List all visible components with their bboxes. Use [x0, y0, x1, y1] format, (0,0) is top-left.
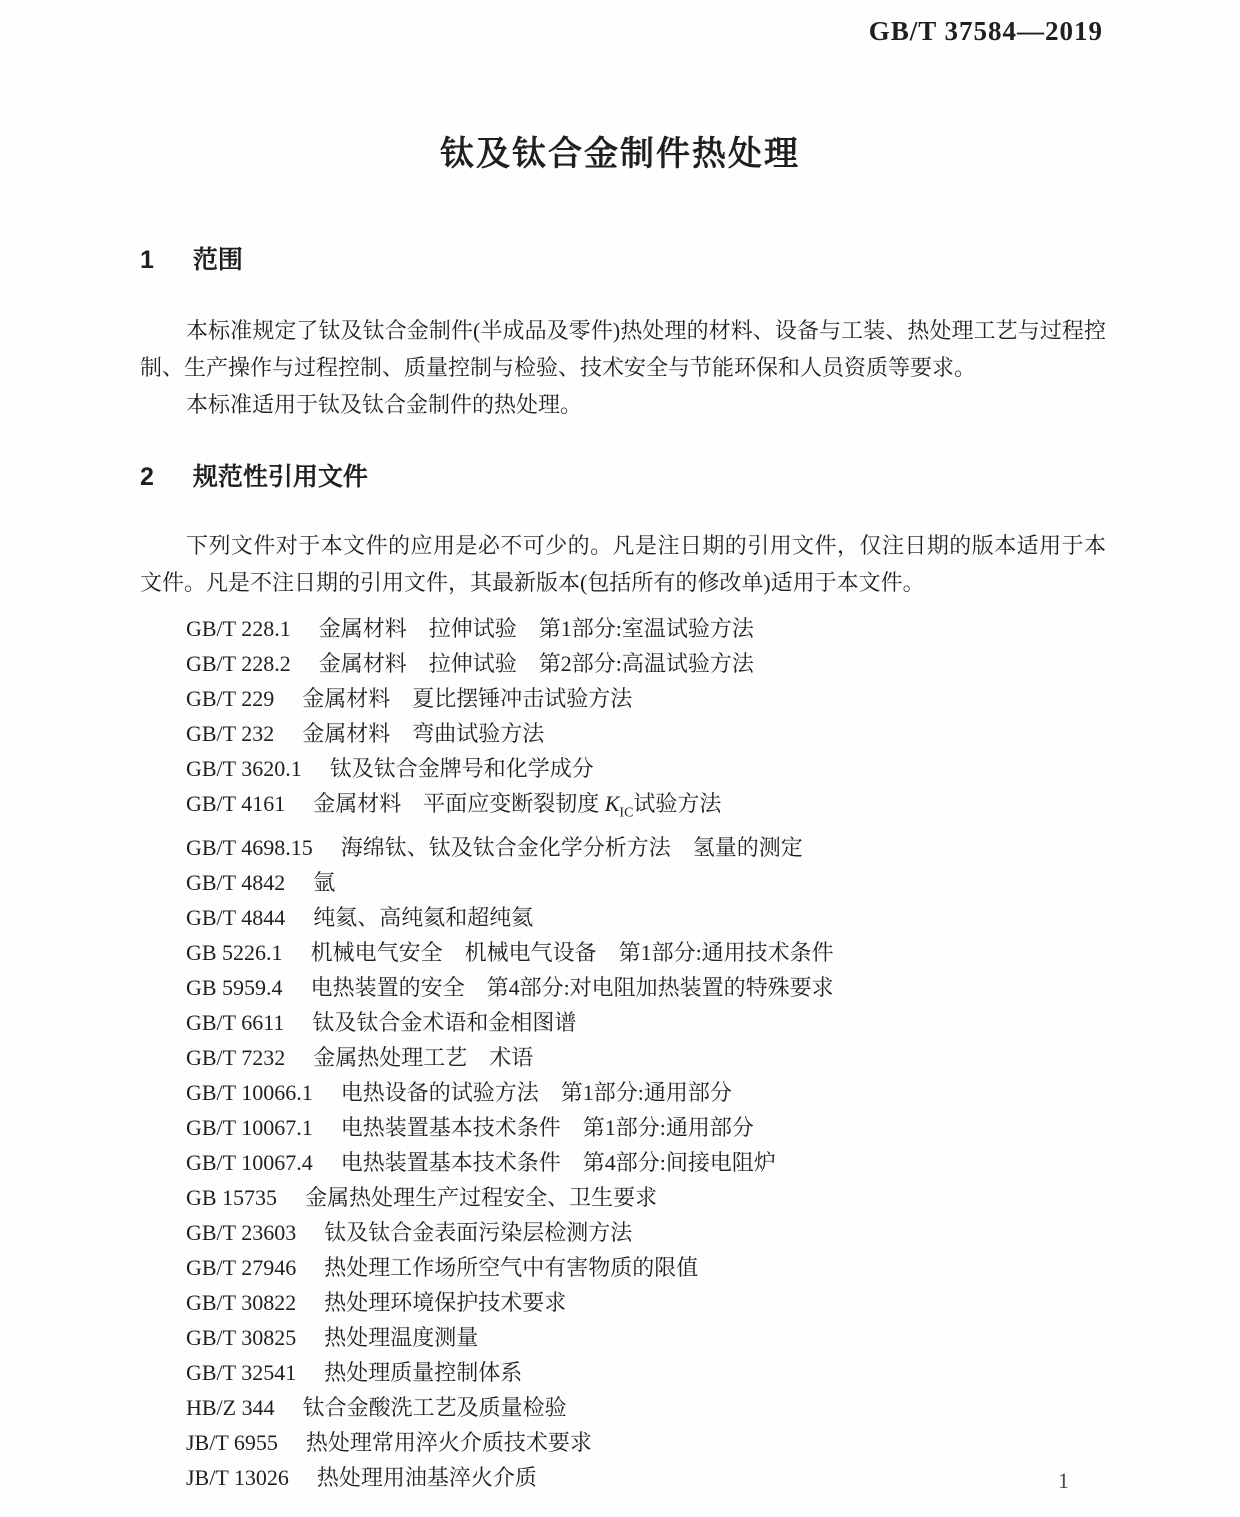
reference-item	[186, 900, 1106, 935]
reference-title: 钛及钛合金牌号和化学成分	[329, 756, 594, 781]
reference-item	[186, 935, 1106, 970]
fracture-toughness-symbol: K	[604, 791, 620, 816]
reference-title: 纯氦、高纯氦和超纯氦	[313, 905, 534, 931]
reference-code: GB/T 7232	[186, 1045, 286, 1071]
reference-list	[140, 611, 1106, 1495]
reference-item	[186, 751, 1106, 786]
reference-title: 钛合金酸洗工艺及质量检验	[302, 1395, 567, 1421]
doc-number: GB/T 37584—2019	[868, 16, 1103, 46]
reference-code: JB/T 13026	[186, 1465, 289, 1491]
reference-title: 金属材料 拉伸试验 第1部分:室温试验方法	[318, 616, 754, 641]
reference-title: 热处理质量控制体系	[324, 1360, 523, 1386]
reference-code: GB/T 228.1	[186, 616, 291, 641]
reference-item	[186, 611, 1106, 646]
reference-item	[186, 1005, 1106, 1040]
reference-title: 金属材料 夏比摆锤冲击试验方法	[302, 686, 633, 711]
reference-item	[186, 1460, 1106, 1495]
reference-title: 钛及钛合金表面污染层检测方法	[324, 1220, 633, 1246]
reference-code: GB/T 27946	[186, 1255, 297, 1281]
reference-title: 氩	[313, 870, 336, 896]
reference-item	[186, 1215, 1106, 1250]
reference-code: GB/T 4844	[186, 905, 286, 931]
reference-code: GB/T 4161	[186, 791, 286, 816]
reference-code: GB/T 232	[186, 721, 275, 746]
reference-item	[186, 681, 1106, 716]
section-2-heading	[140, 463, 1106, 491]
section-2-title: 规范性引用文件	[192, 463, 368, 491]
reference-item	[186, 830, 1106, 865]
reference-title: 热处理工作场所空气中有害物质的限值	[324, 1255, 699, 1281]
reference-title: 电热装置基本技术条件 第4部分:间接电阻炉	[340, 1150, 776, 1176]
reference-code: GB/T 10067.1	[186, 1115, 313, 1141]
reference-item	[186, 1320, 1106, 1355]
reference-item	[186, 1180, 1106, 1215]
reference-code: GB 5959.4	[186, 975, 283, 1001]
section-1-title: 范围	[192, 246, 243, 274]
reference-code: HB/Z 344	[186, 1395, 275, 1421]
reference-code: GB/T 6611	[186, 1010, 285, 1036]
reference-code: GB/T 32541	[186, 1360, 297, 1386]
section-1-heading	[140, 246, 1106, 274]
reference-code: GB/T 10067.4	[186, 1150, 313, 1176]
reference-title: 热处理环境保护技术要求	[324, 1290, 567, 1316]
reference-title-pre: 金属材料 平面应变断裂韧度	[313, 791, 605, 816]
reference-title: 电热装置基本技术条件 第1部分:通用部分	[340, 1115, 754, 1141]
page-number: 1	[1058, 1468, 1069, 1493]
section-2-number: 2	[140, 463, 154, 491]
document-body	[140, 246, 1106, 1495]
reference-title: 钛及钛合金术语和金相图谱	[312, 1010, 577, 1036]
reference-title: 电热装置的安全 第4部分:对电阻加热装置的特殊要求	[310, 975, 834, 1001]
reference-code: GB/T 3620.1	[186, 756, 302, 781]
reference-title: 电热设备的试验方法 第1部分:通用部分	[340, 1080, 732, 1106]
reference-title: 金属热处理工艺 术语	[313, 1045, 534, 1071]
reference-code: GB 5226.1	[186, 940, 283, 966]
reference-item	[186, 970, 1106, 1005]
reference-item	[186, 1285, 1106, 1320]
reference-item	[186, 1250, 1106, 1285]
section-1-number: 1	[140, 246, 154, 274]
document-header	[0, 16, 1103, 47]
reference-title: 海绵钛、钛及钛合金化学分析方法 氢量的测定	[340, 835, 803, 861]
reference-item	[186, 646, 1106, 681]
reference-title: 金属材料 弯曲试验方法	[302, 721, 545, 746]
reference-title: 机械电气安全 机械电气设备 第1部分:通用技术条件	[310, 940, 834, 966]
reference-title: 热处理温度测量	[324, 1325, 479, 1351]
reference-title: 热处理用油基淬火介质	[316, 1465, 537, 1491]
reference-title: 热处理常用淬火介质技术要求	[305, 1430, 592, 1456]
reference-title: 金属热处理生产过程安全、卫生要求	[305, 1185, 658, 1211]
reference-item-k-ic	[186, 786, 1106, 830]
reference-code: GB/T 228.2	[186, 651, 291, 676]
reference-code: GB/T 10066.1	[186, 1080, 313, 1106]
document-title: 钛及钛合金制件热处理	[440, 135, 800, 173]
reference-code: GB 15735	[186, 1185, 278, 1211]
reference-item	[186, 1355, 1106, 1390]
reference-item	[186, 865, 1106, 900]
reference-item	[186, 1390, 1106, 1425]
references-intro: 下列文件对于本文件的应用是必不可少的。凡是注日期的引用文件，仅注日期的版本适用于本文件。凡是不注日期的引用文件，其最新版本(包括所有的修改单)适用于本文件。	[140, 533, 1106, 595]
reference-title-post: 试验方法	[633, 791, 722, 816]
reference-title: 金属材料 拉伸试验 第2部分:高温试验方法	[318, 651, 754, 676]
reference-item	[186, 1145, 1106, 1180]
reference-code: GB/T 30825	[186, 1325, 297, 1351]
reference-item	[186, 1040, 1106, 1075]
reference-code: GB/T 4842	[186, 870, 286, 896]
reference-code: GB/T 30822	[186, 1290, 297, 1316]
reference-item	[186, 1075, 1106, 1110]
reference-item	[186, 1425, 1106, 1460]
reference-code: GB/T 229	[186, 686, 275, 711]
reference-code: GB/T 23603	[186, 1220, 297, 1246]
scope-paragraph-2: 本标准适用于钛及钛合金制件的热处理。	[186, 392, 583, 417]
scope-paragraph-1: 本标准规定了钛及钛合金制件(半成品及零件)热处理的材料、设备与工装、热处理工艺与过程控制、生产操作与过程控制、质量控制与检验、技术安全与节能环保和人员资质等要求。	[140, 318, 1106, 380]
reference-code: GB/T 4698.15	[186, 835, 313, 861]
reference-title	[313, 791, 722, 821]
reference-item	[186, 716, 1106, 751]
reference-item	[186, 1110, 1106, 1145]
reference-code: JB/T 6955	[186, 1430, 278, 1456]
fracture-toughness-subscript: IC	[619, 805, 634, 821]
